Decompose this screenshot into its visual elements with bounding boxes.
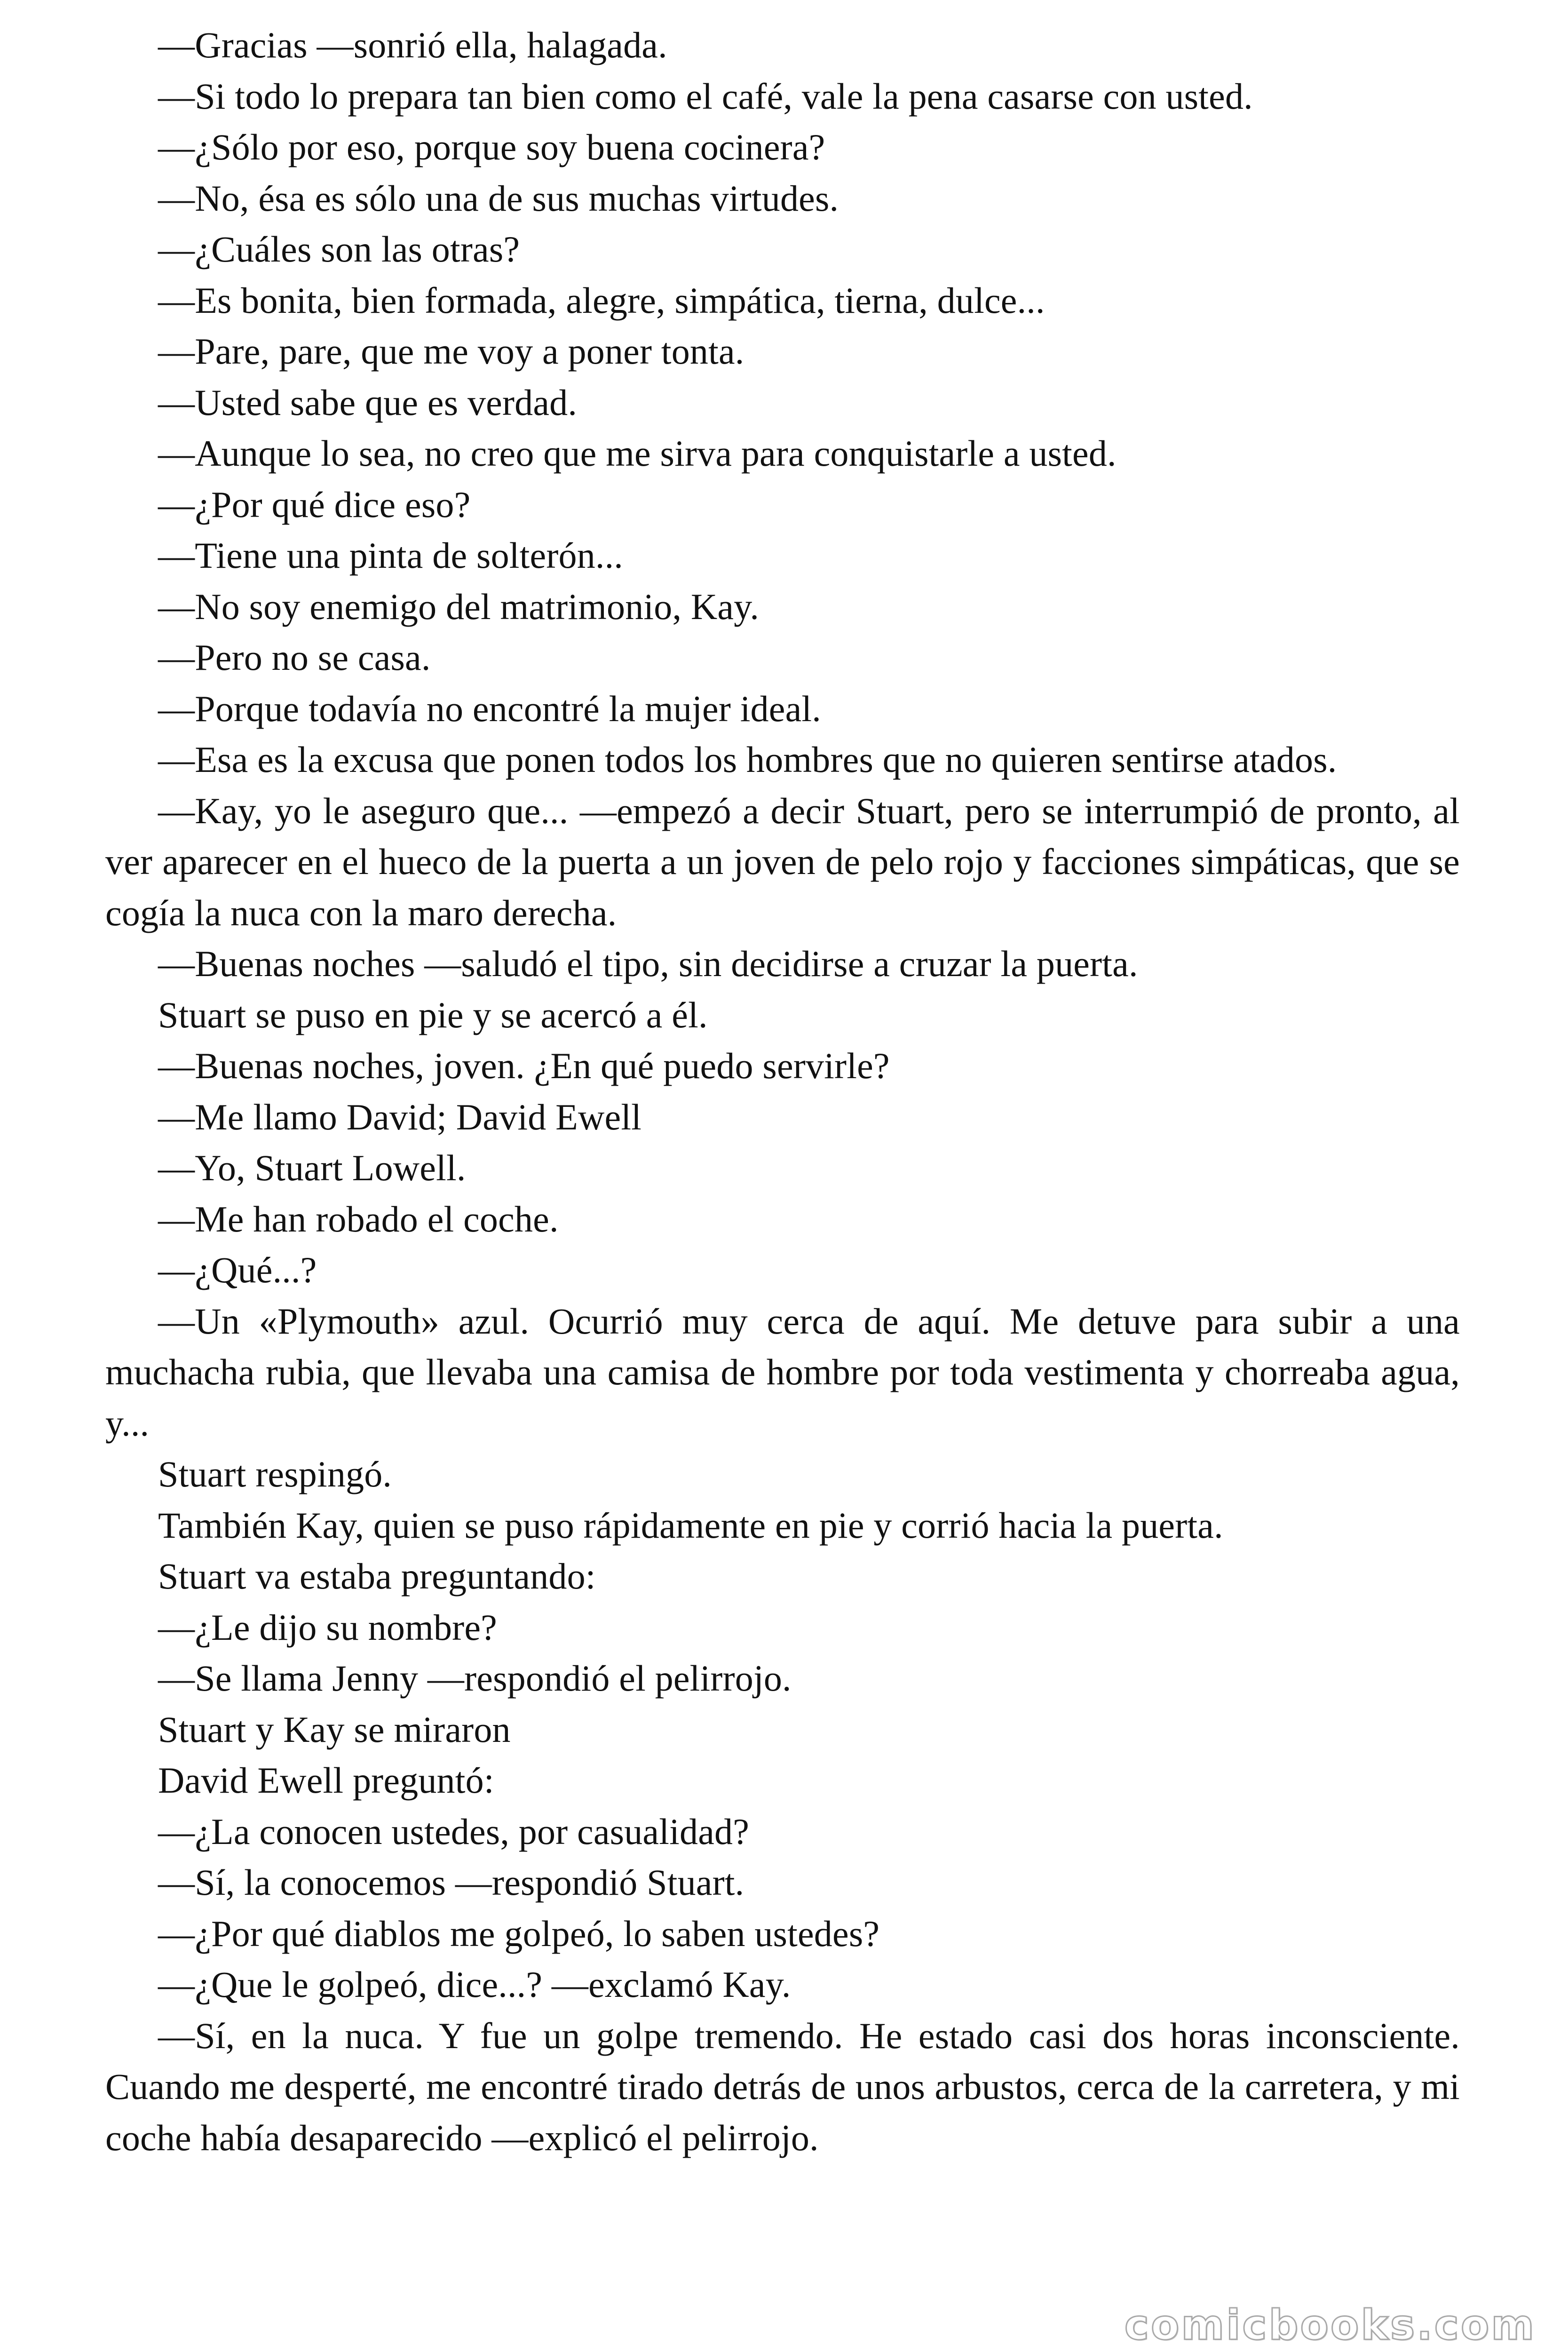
paragraph: Stuart va estaba preguntando: — [158, 1556, 596, 1597]
paragraph: —Me han robado el coche. — [158, 1198, 559, 1240]
paragraph: —Un «Plymouth» azul. Ocurrió muy cerca de aquí. Me detuve para subir a una muchacha rubia, que llevaba una camisa de hombre por toda vestimenta y chorreaba agua, y... — [105, 1300, 1460, 1444]
paragraph: —¿Cuáles son las otras? — [158, 229, 520, 270]
paragraph: —Usted sabe que es verdad. — [158, 381, 578, 423]
paragraph: —No soy enemigo del matrimonio, Kay. — [158, 586, 760, 627]
paragraph: —Tiene una pinta de solterón... — [158, 535, 624, 576]
paragraph: Stuart y Kay se miraron — [158, 1708, 511, 1750]
paragraph: —No, ésa es sólo una de sus muchas virtudes. — [158, 177, 839, 219]
paragraph: —Yo, Stuart Lowell. — [158, 1147, 466, 1188]
paragraph: —Pero no se casa. — [158, 637, 431, 678]
paragraph: Stuart se puso en pie y se acercó a él. — [158, 994, 708, 1035]
paragraph: —Porque todavía no encontré la mujer ideal. — [158, 688, 821, 729]
paragraph: —Esa es la excusa que ponen todos los hombres que no quieren sentirse atados. — [158, 739, 1337, 780]
paragraph: —¿Por qué dice eso? — [158, 484, 471, 525]
paragraph: —Si todo lo prepara tan bien como el café, vale la pena casarse con usted. — [158, 75, 1253, 117]
watermark-logo: comicbooks.com — [1124, 2301, 1536, 2349]
paragraph: —Gracias —sonrió ella, halagada. — [158, 24, 667, 65]
paragraph: Stuart respingó. — [158, 1454, 392, 1494]
paragraph: También Kay, quien se puso rápidamente en pie y corrió hacia la puerta. — [158, 1504, 1223, 1546]
paragraph: —Sí, en la nuca. Y fue un golpe tremendo. He estado casi dos horas inconsciente. Cuando me desperté, me encontré tirado detrás de unos arbustos, cerca de la carretera, y mi coche había desaparecido —explicó el pelirrojo. — [105, 2015, 1460, 2158]
paragraph: —Sí, la conocemos —respondió Stuart. — [158, 1862, 744, 1903]
page-text — [105, 20, 1460, 2163]
paragraph: —Es bonita, bien formada, alegre, simpática, tierna, dulce... — [158, 279, 1045, 321]
paragraph: —Me llamo David; David Ewell — [158, 1096, 642, 1137]
paragraph: —¿Qué...? — [158, 1249, 317, 1290]
paragraph: —Aunque lo sea, no creo que me sirva para conquistarle a usted. — [158, 433, 1117, 474]
paragraph: —Se llama Jenny —respondió el pelirrojo. — [158, 1658, 792, 1699]
paragraph: David Ewell preguntó: — [158, 1760, 494, 1801]
paragraph: —Kay, yo le aseguro que... —empezó a decir Stuart, pero se interrumpió de pronto, al ver aparecer en el hueco de la puerta a un joven de pelo rojo y facciones simpáticas, que se cogía la nuca con la maro derecha. — [105, 790, 1460, 933]
paragraph: —¿Por qué diablos me golpeó, lo saben ustedes? — [158, 1913, 880, 1954]
paragraph: —Pare, pare, que me voy a poner tonta. — [158, 331, 744, 372]
paragraph: —¿Le dijo su nombre? — [158, 1606, 497, 1648]
paragraph: —¿Sólo por eso, porque soy buena cocinera? — [158, 127, 825, 167]
paragraph: —Buenas noches, joven. ¿En qué puedo servirle? — [158, 1045, 890, 1086]
paragraph: —¿Que le golpeó, dice...? —exclamó Kay. — [158, 1964, 791, 2005]
paragraph: —Buenas noches —saludó el tipo, sin decidirse a cruzar la puerta. — [158, 943, 1138, 984]
paragraph: —¿La conocen ustedes, por casualidad? — [158, 1811, 750, 1852]
